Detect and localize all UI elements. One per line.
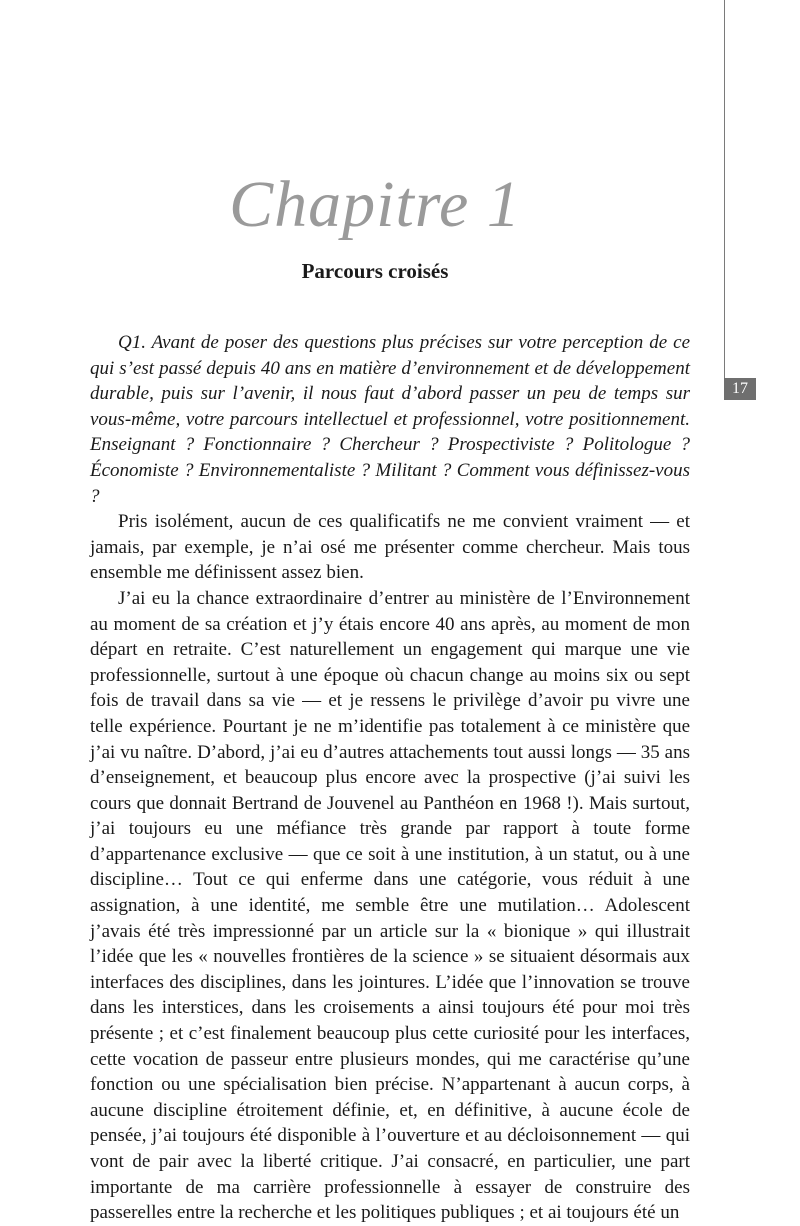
page-number: 17 <box>724 378 756 400</box>
answer-paragraph-2: J’ai eu la chance extraordinaire d’entrer au ministère de l’Environnement au moment de sa création et j’y étais encore 40 ans après, au moment de mon départ en retraite. C’est naturellement un engagement qui marque une vie professionnelle, surtout à une époque où chacun change au moins six ou sept fois de travail dans sa vie — et je ressens le privilège d’avoir pu vivre une telle expérience. Pourtant je ne m’identifie pas totalement à ce ministère que j’ai vu naître. D’abord, j’ai eu d’autres attachements tout aussi longs — 35 ans d’enseignement, et beaucoup plus encore avec la prospective (j’ai suivi les cours que donnait Bertrand de Jouvenel au Panthéon en 1968 !). Mais surtout, j’ai toujours eu une méfiance très grande par rapport à toute forme d’appartenance exclusive — que ce soit à une institution, à un statut, ou à une discipline… Tout ce qui enferme dans une catégorie, vous réduit à une assignation, à une identité, me semble être une mutilation… Adolescent j’avais été très impressionné par un article sur la « bionique » qui illustrait l’idée que les « nouvelles frontières de la science » se situaient désormais aux interfaces des disciplines, dans les jointures. L’idée que l’innovation se trouve dans les interstices, dans les croisements a ainsi toujours été pour moi très présente ; et c’est finalement beaucoup plus cette curiosité pour les interfaces, cette vocation de passeur entre plusieurs mondes, qui me caractérise qu’une fonction ou une spécialisation bien précise. N’appartenant à aucun corps, à aucune discipline étroitement définie, et, en définitive, à aucune école de pensée, j’ai toujours été disponible à l’ouverture et au décloisonnement — qui vont de pair avec la liberté critique. J’ai consacré, en particulier, une part importante de ma carrière professionnelle à essayer de construire des passerelles entre la recherche et les politiques publiques ; et ai toujours été un <box>90 587 690 1224</box>
body-text <box>90 330 690 1226</box>
answer-paragraph-1: Pris isolément, aucun de ces qualificatifs ne me convient vraiment — et jamais, par exemple, je n’ai osé me présenter comme chercheur. Mais tous ensemble me définissent assez bien. <box>90 511 690 584</box>
chapter-title: Chapitre 1 <box>229 168 521 241</box>
question-paragraph: Q1. Avant de poser des questions plus précises sur votre perception de ce qui s’est passé depuis 40 ans en matière d’environnement et de développement durable, puis sur l’avenir, il nous faut d’abord passer un peu de temps sur vous-même, votre parcours intellectuel et professionnel, votre positionnement. Enseignant ? Fonctionnaire ? Chercheur ? Prospectiviste ? Politologue ? Économiste ? Environnementaliste ? Militant ? Comment vous définissez-vous ? <box>90 332 690 507</box>
section-title: Parcours croisés <box>301 259 449 283</box>
margin-rule <box>724 0 725 378</box>
